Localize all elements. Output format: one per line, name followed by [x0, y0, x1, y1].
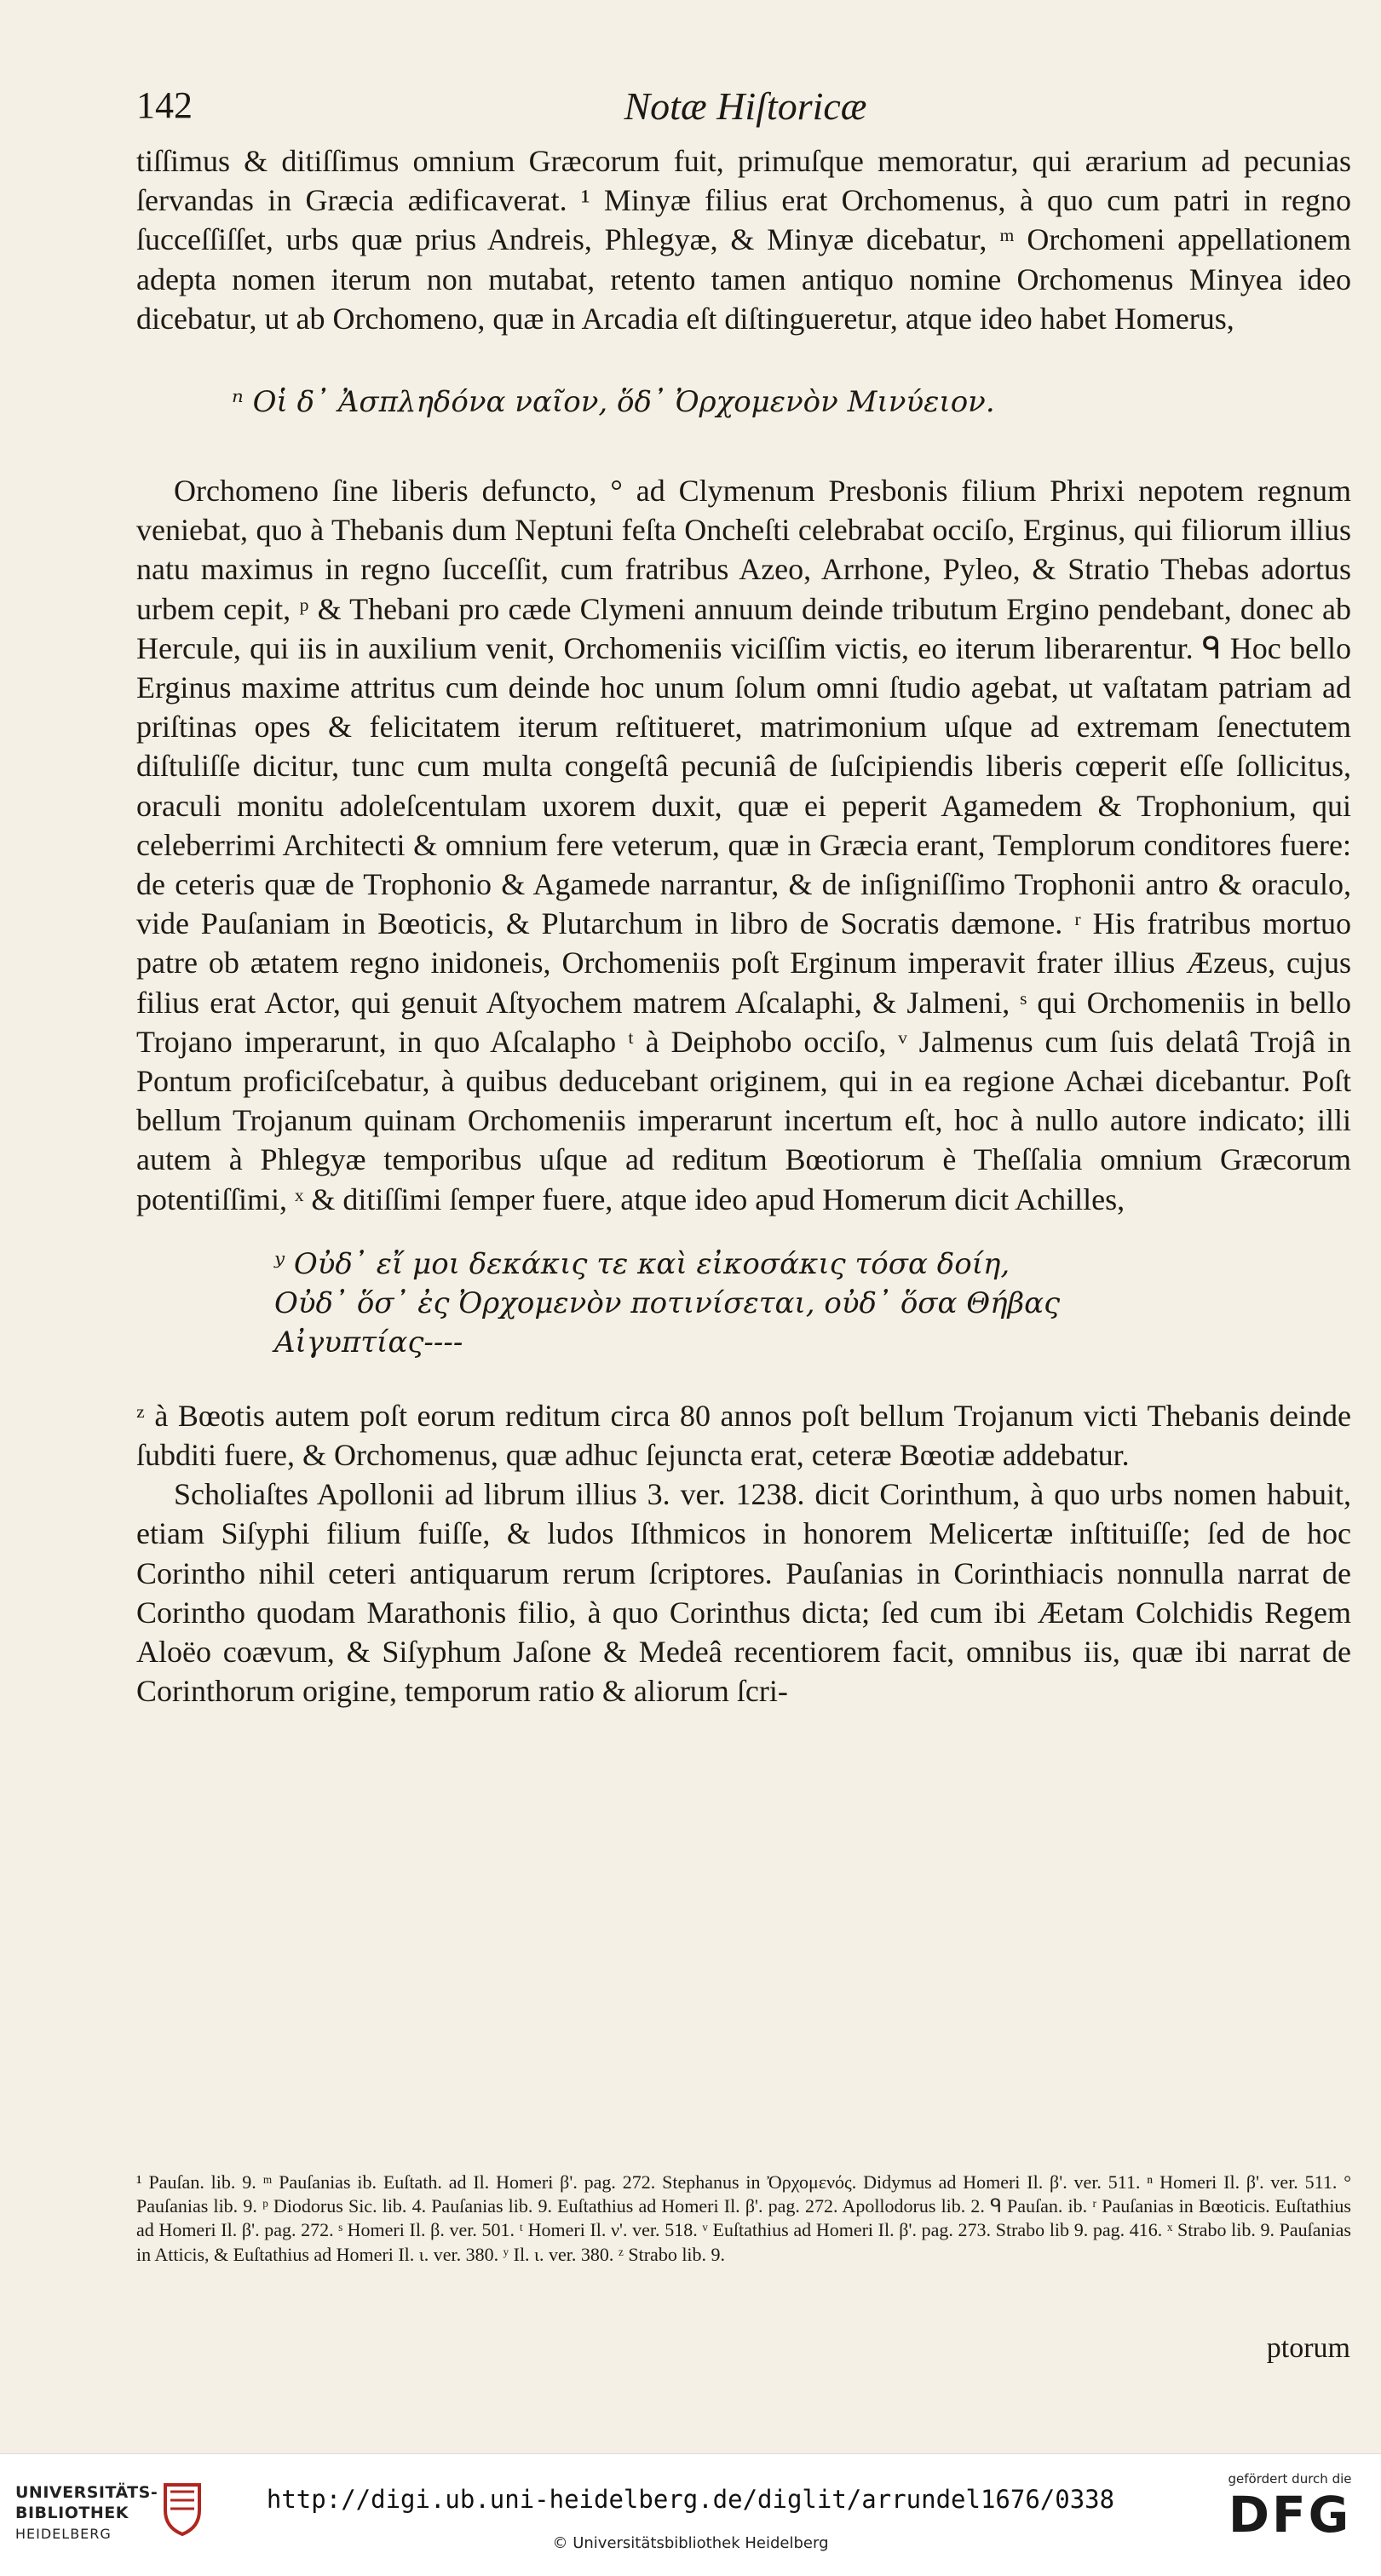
paragraph-4: Scholiaſtes Apollonii ad librum illius 3. ver. 1238. dicit Corinthum, à quo urbs nomen habuit, etiam Siſyphi filium fuiſſe, & ludos Iſthmicos in honorem Melicertæ inſtituiſſe; ſed de hoc Corintho nihil ceteri antiquarum rerum ſcriptores. Pauſanias in Corinthiacis nonnulla narrat de Corintho quodam Marathonis filio, à quo Corinthus dicta; ſed cum ibi Æetam Colchidis Regem Aloëo coævum, & Siſyphum Jaſone & Medeâ recentiorem facit, omnibus iis, quæ ibi narrat de Corinthorum origine, temporum ratio & aliorum ſcri- [136, 1477, 1351, 1709]
footnotes: ¹ Pauſan. lib. 9. ᵐ Pauſanias ib. Euſtath. ad Il. Homeri β'. pag. 272. Stephanus in Ὀρχομενός. Didymus ad Homeri Il. β'. ver. 511. ⁿ Homeri Il. β'. ver. 511. ° Pauſanias lib. 9. ᵖ Diodorus Sic. lib. 4. Pauſanias lib. 9. Euſtathius ad Homeri Il. β'. pag. 272. Apollodorus lib. 2. ᑫ Pauſan. ib. ʳ Pauſanias in Bœoticis. Euſtathius ad Homeri Il. β'. pag. 272. ˢ Homeri Il. β. ver. 501. ᵗ Homeri Il. ν'. ver. 518. ᵛ Euſtathius ad Homeri Il. β'. pag. 273. Strabo lib 9. pag. 416. ˣ Strabo lib. 9. Pauſanias in Atticis, & Euſtathius ad Homeri Il. ι. ver. 380. ʸ Il. ι. ver. 380. ᶻ Strabo lib. 9. [136, 2171, 1351, 2265]
catchword: ptorum [1266, 2332, 1350, 2364]
copyright-notice: © Universitätsbibliothek Heidelberg [552, 2534, 829, 2552]
funder-logo[interactable] [1217, 2471, 1362, 2543]
page-header [136, 83, 1355, 135]
paragraph-3: ᶻ à Bœotis autem poſt eorum reditum circa 80 annos poſt bellum Trojanum victi Thebanis deinde ſubditi fuere, & Orchomenus, quæ adhuc ſejuncta erat, ceteræ Bœotiæ addebatur. [136, 1398, 1351, 1473]
funded-by-label: gefördert durch die [1228, 2471, 1352, 2487]
greek-verse-1: ⁿ Οἱ δ᾿ Ἀσπληδόνα ναῖον, ὅδ᾿ Ὀρχομενὸν Μινύειον. [232, 385, 995, 420]
main-text [136, 141, 1351, 1711]
page-number: 142 [136, 84, 193, 126]
greek-verse-2-line-3: Αἰγυπτίας---- [274, 1325, 463, 1360]
library-name-line-2: BIBLIOTHEK [15, 2504, 129, 2522]
greek-verse-2-line-2: Οὐδ᾿ ὅσ᾿ ἐς Ὀρχομενὸν ποτινίσεται, οὐδ᾿ ὅσα Θήβας [274, 1285, 1061, 1320]
paragraph-2: Orchomeno ſine liberis defuncto, ° ad Clymenum Presbonis filium Phrixi nepotem regnum veniebat, quo à Thebanis dum Neptuni feſta Oncheſti celebrabat occiſo, Erginus, qui filiorum illius natu maximus in regno ſucceſſit, cum fratribus Azeo, Arrhone, Pyleo, & Stratio Thebas adortus urbem cepit, ᵖ & Thebani pro cæde Clymeni annuum deinde tributum Ergino pendebant, donec ab Hercule, qui iis in auxilium venit, Orchomeniis viciſſim victis, eo iterum liberarentur. ᑫ Hoc bello Erginus maxime attritus cum deinde hoc unum ſolum omni ſtudio agebat, ut vaſtatam patriam ad priſtinas opes & felicitatem iterum reſtitueret, matrimonium uſque ad extremam ſenectutem diſtuliſſe dicitur, tunc cum multa congeſtâ pecuniâ de ſuſcipiendis liberis cœperit eſſe ſollicitus, oraculi monitu adoleſcentulam uxorem duxit, quæ ei peperit Agamedem & Trophonium, qui celeberrimi Architecti & omnium fere veterum, quæ in Græcia erant, Templorum conditores fuere: de ceteris quæ de Trophonio & Agamede narrantur, & de inſigniſſimo Trophonii antro & oraculo, vide Pauſaniam in Bœoticis, & Plutarchum in libro de Socratis dæmone. ʳ His fratribus mortuo patre ob ætatem regno inidoneis, Orchomeniis poſt Erginum imperavit frater illius Æzeus, cujus filius erat Actor, qui genuit Aſtyochem matrem Aſcalaphi, & Jalmeni, ˢ qui Orchomeniis in bello Trojano imperarunt, in quo Aſcalapho ᵗ à Deiphobo occiſo, ᵛ Jalmenus cum ſuis delatâ Trojâ in Pontum proficiſcebatur, à quibus deducebant originem, qui in ea regione Achæi dicebantur. Poſt bellum Trojanum quinam Orchomeniis imperarunt incertum eſt, hoc à nullo autore indicato; illi autem à Phlegyæ temporibus uſque ad reditum Bœotiorum è Theſſalia omnium Græcorum potentiſſimi, ˣ & ditiſſimi ſemper fuere, atque ideo apud Homerum dicit Achilles, [136, 474, 1351, 1216]
library-name-line-3: HEIDELBERG [15, 2526, 112, 2542]
paragraph-1: tiſſimus & ditiſſimus omnium Græcorum fuit, primuſque memoratur, qui ærarium ad pecunias ſervandas in Græcia ædificaverat. ¹ Minyæ filius erat Orchomenus, à quo cum patri in regno ſucceſſiſſet, urbs quæ prius Andreis, Phlegyæ, & Minyæ dicebatur, ᵐ Orchomeni appellationem adepta nomen iterum non mutabat, retento tamen antiquo nomine Orchomenus Minyea ideo dicebatur, ut ab Orchomeno, quæ in Arcadia eſt diſtingueretur, atque ideo habet Homerus, [136, 144, 1351, 336]
running-title: Notæ Hiſtoricæ [624, 84, 867, 128]
viewer-footer [0, 2453, 1381, 2576]
funder-name: DFG [1228, 2486, 1352, 2544]
greek-verse-2 [274, 1245, 1351, 1362]
library-name-line-1: UNIVERSITÄTS- [15, 2483, 158, 2502]
greek-verse-2-line-1: ʸ Οὐδ᾿ εἴ μοι δεκάκις τε καὶ εἰκοσάκις τόσα δοίη, [274, 1246, 1010, 1281]
permalink-url[interactable]: http://digi.ub.uni-heidelberg.de/diglit/arrundel1676/0338 [266, 2485, 1115, 2514]
